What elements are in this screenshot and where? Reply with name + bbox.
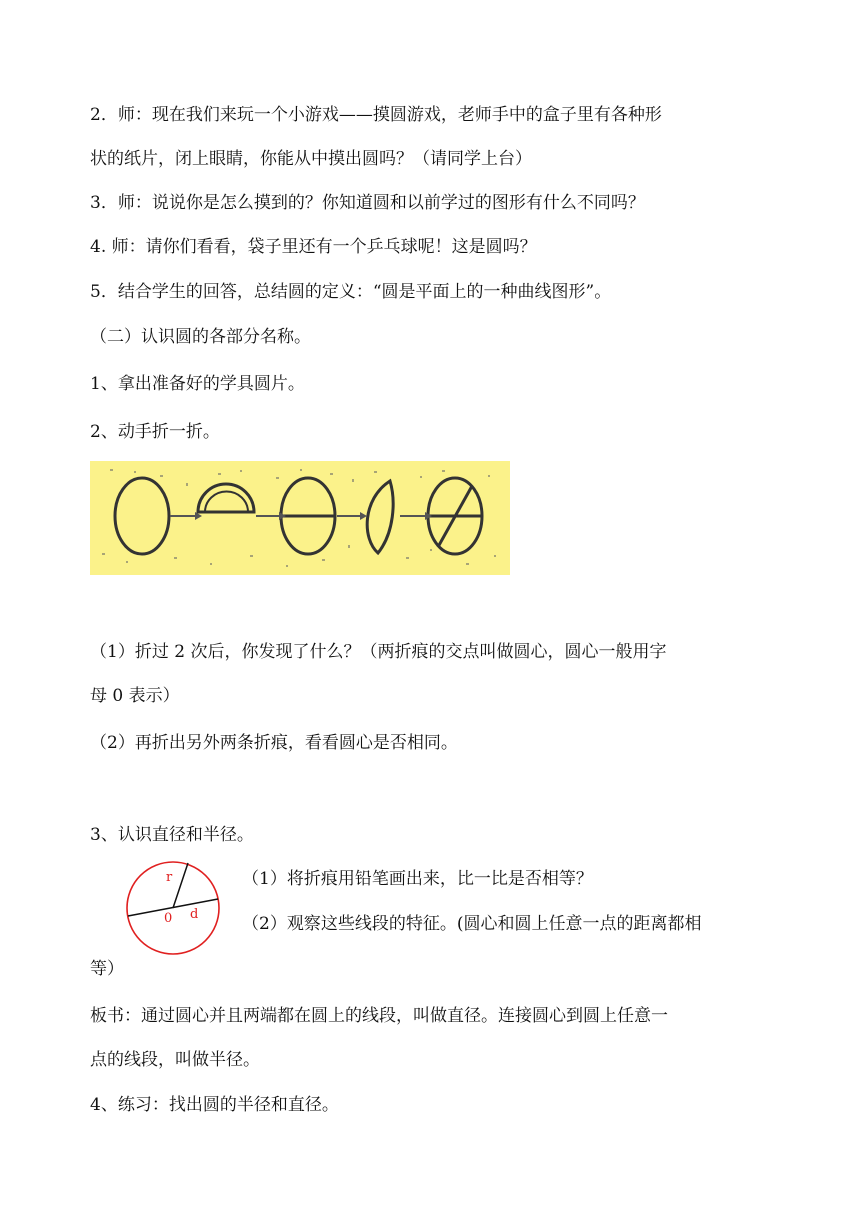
speckle	[174, 557, 177, 559]
text-line-12: 3、认识直径和半径。	[90, 825, 254, 845]
text-line-17: 点的线段，叫做半径。	[90, 1050, 260, 1070]
fold-step-2-inner-arc	[205, 492, 248, 512]
speckle	[348, 545, 350, 548]
text-line-13: （1）将折痕用铅笔画出来，比一比是否相等？	[242, 869, 593, 889]
speckle	[466, 563, 469, 565]
radius-diameter-figure	[122, 858, 240, 958]
folding-steps-diagram	[90, 461, 510, 575]
speckle	[286, 565, 288, 567]
fold-step-4-quarter	[367, 481, 393, 553]
speckle	[186, 483, 188, 486]
speckle	[494, 555, 496, 557]
text-line-3: 3．师：说说你是怎么摸到的？你知道圆和以前学过的图形有什么不同吗？	[90, 193, 645, 213]
speckle	[488, 475, 490, 477]
speckle	[110, 469, 113, 471]
text-line-8: 2、动手折一折。	[90, 422, 220, 442]
speckle	[210, 563, 212, 565]
text-line-11: （2）再折出另外两条折痕，看看圆心是否相同。	[90, 733, 458, 753]
speckle	[330, 473, 333, 475]
speckle	[406, 557, 409, 559]
speckle	[300, 469, 302, 471]
text-line-5: 5．结合学生的回答，总结圆的定义：“圆是平面上的一种曲线图形”。	[90, 282, 612, 302]
speckle	[102, 553, 105, 555]
text-line-1: 2．师：现在我们来玩一个小游戏——摸圆游戏，老师手中的盒子里有各种形	[90, 105, 662, 125]
text-line-10: 母 0 表示）	[90, 686, 180, 706]
text-line-9: （1）折过 2 次后，你发现了什么？（两折痕的交点叫做圆心，圆心一般用字	[90, 642, 667, 662]
folding-steps-figure	[90, 461, 510, 575]
section-heading: （二）认识圆的各部分名称。	[90, 327, 311, 347]
diameter-label: d	[190, 907, 199, 922]
speckle	[420, 476, 422, 478]
speckle	[352, 479, 354, 482]
speckle	[218, 473, 221, 475]
text-line-16: 板书：通过圆心并且两端都在圆上的线段，叫做直径。连接圆心到圆上任意一	[90, 1006, 668, 1026]
text-line-14: （2）观察这些线段的特征。(圆心和圆上任意一点的距离都相	[242, 914, 702, 934]
arrow-3-head	[360, 512, 367, 520]
speckle	[276, 477, 279, 479]
text-line-7: 1、拿出准备好的学具圆片。	[90, 374, 305, 394]
text-line-4: 4. 师：请你们看看，袋子里还有一个乒乓球呢！这是圆吗？	[90, 237, 537, 257]
speckle	[126, 561, 128, 563]
speckle	[374, 471, 377, 473]
speckle	[250, 555, 253, 557]
speckle	[240, 470, 242, 472]
speckle	[442, 470, 445, 472]
text-line-2: 状的纸片，闭上眼睛，你能从中摸出圆吗？（请同学上台）	[90, 149, 532, 169]
radius-diameter-diagram	[122, 858, 240, 958]
speckle	[430, 549, 432, 551]
speckle	[322, 559, 325, 561]
text-line-18: 4、练习：找出圆的半径和直径。	[90, 1095, 339, 1115]
radius-segment	[173, 863, 188, 908]
text-line-15: 等）	[90, 959, 124, 979]
speckle	[134, 471, 136, 473]
center-label: 0	[164, 911, 173, 926]
radius-label: r	[166, 870, 173, 885]
speckle	[160, 475, 163, 477]
fold-step-1-circle	[115, 478, 169, 554]
